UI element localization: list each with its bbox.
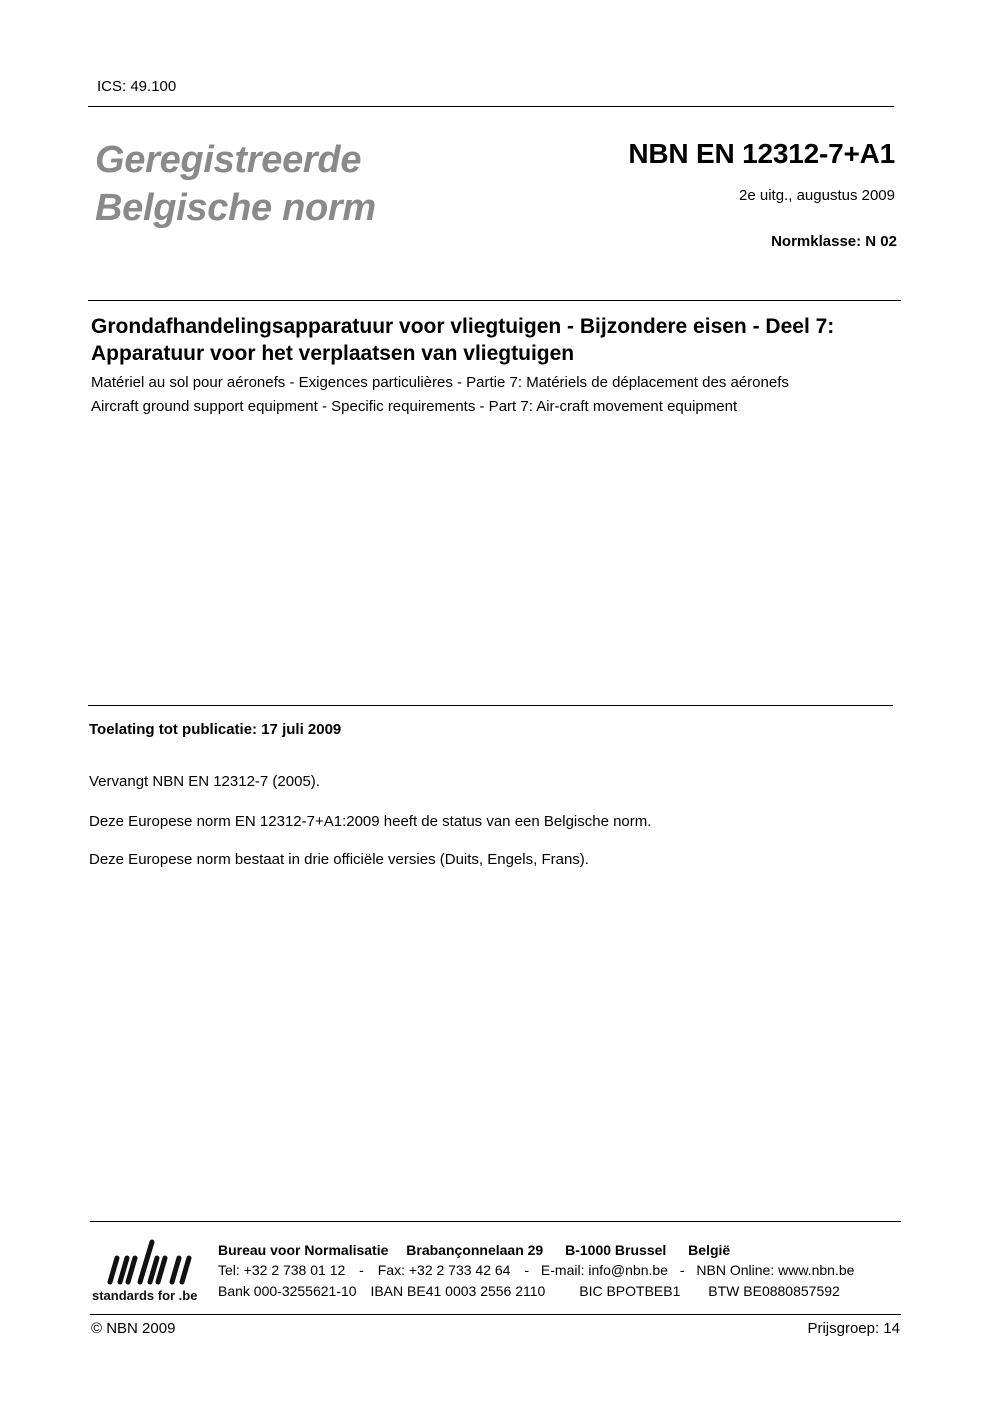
address-line: [218, 1242, 730, 1258]
separator: -: [679, 1262, 685, 1278]
vat-number: BTW BE0880857592: [708, 1283, 840, 1299]
status-text: Deze Europese norm EN 12312-7+A1:2009 heeft de status van een Belgische norm.: [89, 813, 652, 830]
body-divider: [88, 705, 893, 706]
street: Brabançonnelaan 29: [406, 1242, 544, 1258]
title-line-1: Geregistreerde: [95, 139, 362, 181]
separator: -: [524, 1262, 530, 1278]
norm-class: Normklasse: N 02: [771, 233, 897, 250]
standard-number: NBN EN 12312-7+A1: [628, 138, 895, 169]
nbn-logo-mark: [92, 1238, 210, 1288]
title-en: Aircraft ground support equipment - Specific requirements - Part 7: Air-craft movement equipment: [91, 398, 738, 415]
bank-line: [218, 1283, 840, 1299]
footer-divider-top: [90, 1221, 901, 1222]
email: E-mail: info@nbn.be: [540, 1262, 668, 1278]
title-divider: [88, 300, 901, 301]
main-title-nl: Grondafhandelingsapparatuur voor vliegtuigen - Bijzondere eisen - Deel 7: Apparatuur voor het verplaatsen van vliegtuigen: [91, 315, 835, 365]
copyright: © NBN 2009: [91, 1320, 176, 1337]
top-divider: [88, 106, 894, 107]
country: België: [688, 1242, 731, 1258]
price-group: Prijsgroep: 14: [807, 1320, 900, 1337]
title-line-2: Belgische norm: [95, 187, 376, 229]
title-fr: Matériel au sol pour aéronefs - Exigences particulières - Partie 7: Matériels de déplacement des aéronefs: [91, 374, 789, 391]
replaces-text: Vervangt NBN EN 12312-7 (2005).: [89, 773, 320, 790]
org-name: Bureau voor Normalisatie: [218, 1242, 389, 1258]
footer-divider-bottom: [90, 1314, 901, 1315]
fax: Fax: +32 2 733 42 64: [377, 1262, 511, 1278]
edition-date: 2e uitg., augustus 2009: [739, 187, 895, 204]
telephone: Tel: +32 2 738 01 12: [218, 1262, 346, 1278]
separator: -: [359, 1262, 364, 1278]
logo-tagline: standards for .be: [92, 1288, 198, 1303]
bank-account: Bank 000-3255621-10: [218, 1283, 357, 1299]
city: B-1000 Brussel: [565, 1242, 667, 1258]
iban: IBAN BE41 0003 2556 2110: [370, 1283, 546, 1299]
online-link[interactable]: NBN Online: www.nbn.be: [696, 1262, 855, 1278]
versions-text: Deze Europese norm bestaat in drie officiële versies (Duits, Engels, Frans).: [89, 851, 589, 868]
document-type-title: [95, 136, 376, 232]
nbn-logo: [92, 1238, 210, 1308]
contact-line: [218, 1262, 854, 1278]
bic: BIC BPOTBEB1: [579, 1283, 681, 1299]
ics-code: ICS: 49.100: [97, 78, 177, 95]
approval-date: Toelating tot publicatie: 17 juli 2009: [89, 721, 342, 738]
